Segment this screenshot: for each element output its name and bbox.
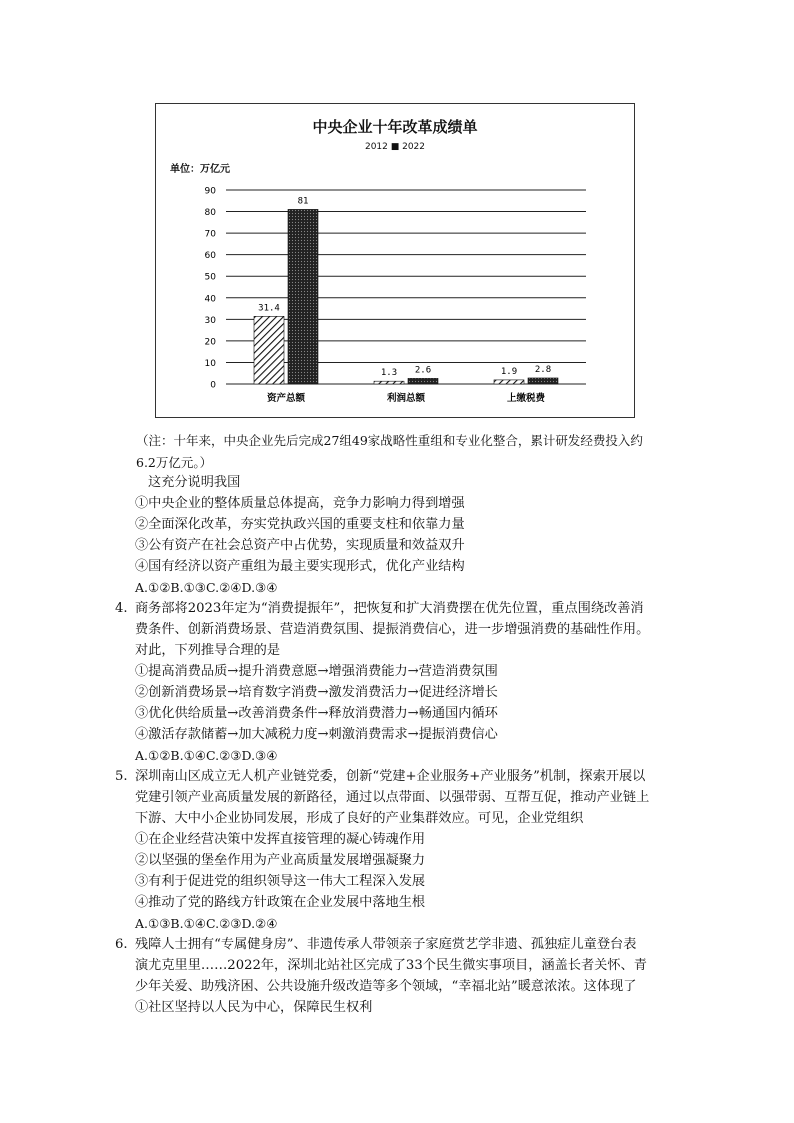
data-label: 31.4 xyxy=(258,303,280,314)
chart-note: （注：十年来，中央企业先后完成27组49家战略性重组和专业化整合，累计研发经费投入约6.2万亿元。） xyxy=(136,433,643,470)
bar-2012-0 xyxy=(254,316,284,384)
chart-legend: 2012 ■ 2022 xyxy=(364,142,426,152)
y-tick-label: 10 xyxy=(204,358,216,369)
x-tick-label: 资产总额 xyxy=(266,393,306,404)
q5-option-2: ②以坚强的堡垒作用为产业高质量发展增强凝聚力 xyxy=(135,853,426,868)
q6-option-1: ①社区坚持以人民为中心，保障民生权利 xyxy=(135,1000,373,1015)
q6-stem-1: 残障人士拥有“专属健身房”、非遗传承人带领亲子家庭赏艺学非遗、孤独症儿童登台表 xyxy=(135,937,637,952)
q4-stem-2: 费条件、创新消费场景、营造消费氛围、提振消费信心，进一步增强消费的基础性作用。 xyxy=(135,622,650,637)
bar-2012-1 xyxy=(374,381,404,384)
data-label: 2.8 xyxy=(534,364,552,375)
data-label: 81 xyxy=(297,196,309,207)
q3-option-2: ②全面深化改革，夯实党执政兴国的重要支柱和依靠力量 xyxy=(135,517,465,532)
q5-option-4: ④推动了党的路线方针政策在企业发展中落地生根 xyxy=(135,895,426,910)
y-tick-label: 90 xyxy=(204,186,216,197)
chart-unit: 单位：万亿元 xyxy=(170,164,230,175)
y-tick-label: 80 xyxy=(204,208,216,219)
q5-answers: A.①③B.①④C.②③D.②④ xyxy=(135,916,278,931)
q4-option-3: ③优化供给质量→改善消费条件→释放消费潜力→畅通国内循环 xyxy=(135,706,498,721)
chart-frame xyxy=(155,103,635,418)
q3-option-3: ③公有资产在社会总资产中占优势，实现质量和效益双升 xyxy=(135,538,465,553)
q4-answers: A.①②B.①④C.②③D.③④ xyxy=(135,748,278,763)
q3-stem: 这充分说明我国 xyxy=(148,475,241,490)
x-tick-label: 利润总额 xyxy=(386,393,426,404)
x-tick-label: 上缴税费 xyxy=(506,393,546,404)
q4-number: 4. xyxy=(115,601,128,616)
y-tick-label: 70 xyxy=(204,229,216,240)
data-label: 1.9 xyxy=(500,366,518,377)
q6-stem-2: 演尤克里里……2022年，深圳北站社区完成了33个民生微实事项目，涵盖长者关怀、青 xyxy=(135,958,647,973)
q4-stem-1: 商务部将2023年定为“消费提振年”，把恢复和扩大消费摆在优先位置，重点围绕改善消 xyxy=(135,601,644,616)
q4-option-1: ①提高消费品质→提升消费意愿→增强消费能力→营造消费氛围 xyxy=(135,664,498,679)
bar-2022-0 xyxy=(288,209,318,384)
y-tick-label: 0 xyxy=(210,380,216,391)
q4-option-2: ②创新消费场景→培育数字消费→激发消费活力→促进经济增长 xyxy=(135,685,498,700)
q4-stem-3: 对此，下列推导合理的是 xyxy=(135,643,281,658)
chart-title: 中央企业十年改革成绩单 xyxy=(312,118,478,136)
q5-stem-2: 党建引领产业高质量发展的新路径，通过以点带面、以强带弱、互帮互促，推动产业链上 xyxy=(135,790,650,805)
q3-option-4: ④国有经济以资产重组为最主要实现形式，优化产业结构 xyxy=(135,559,465,574)
q5-stem-3: 下游、大中小企业协同发展，形成了良好的产业集群效应。可见，企业党组织 xyxy=(135,811,584,826)
bar-2012-2 xyxy=(494,380,524,384)
data-label: 2.6 xyxy=(414,365,432,376)
q5-number: 5. xyxy=(115,769,128,784)
q3-option-1: ①中央企业的整体质量总体提高，竞争力影响力得到增强 xyxy=(135,496,465,511)
bar-chart xyxy=(156,104,634,417)
q6-stem-3: 少年关爱、助残济困、公共设施升级改造等多个领域，“幸福北站”暖意浓浓。这体现了 xyxy=(135,979,637,994)
bar-2022-1 xyxy=(408,378,438,384)
bar-2022-2 xyxy=(528,378,558,384)
q4-option-4: ④激活存款储蓄→加大减税力度→刺激消费需求→提振消费信心 xyxy=(135,727,498,742)
y-tick-label: 30 xyxy=(204,315,216,326)
q5-option-1: ①在企业经营决策中发挥直接管理的凝心铸魂作用 xyxy=(135,832,426,847)
y-tick-label: 20 xyxy=(204,337,216,348)
q5-option-3: ③有利于促进党的组织领导这一伟大工程深入发展 xyxy=(135,874,426,889)
q5-stem-1: 深圳南山区成立无人机产业链党委，创新“党建+企业服务+产业服务”机制，探索开展以 xyxy=(135,769,646,784)
y-tick-label: 40 xyxy=(204,294,216,305)
q6-number: 6. xyxy=(115,937,128,952)
q3-answers: A.①②B.①③C.②④D.③④ xyxy=(135,580,278,595)
data-label: 1.3 xyxy=(380,368,398,379)
y-tick-label: 60 xyxy=(204,251,216,262)
y-tick-label: 50 xyxy=(204,272,216,283)
